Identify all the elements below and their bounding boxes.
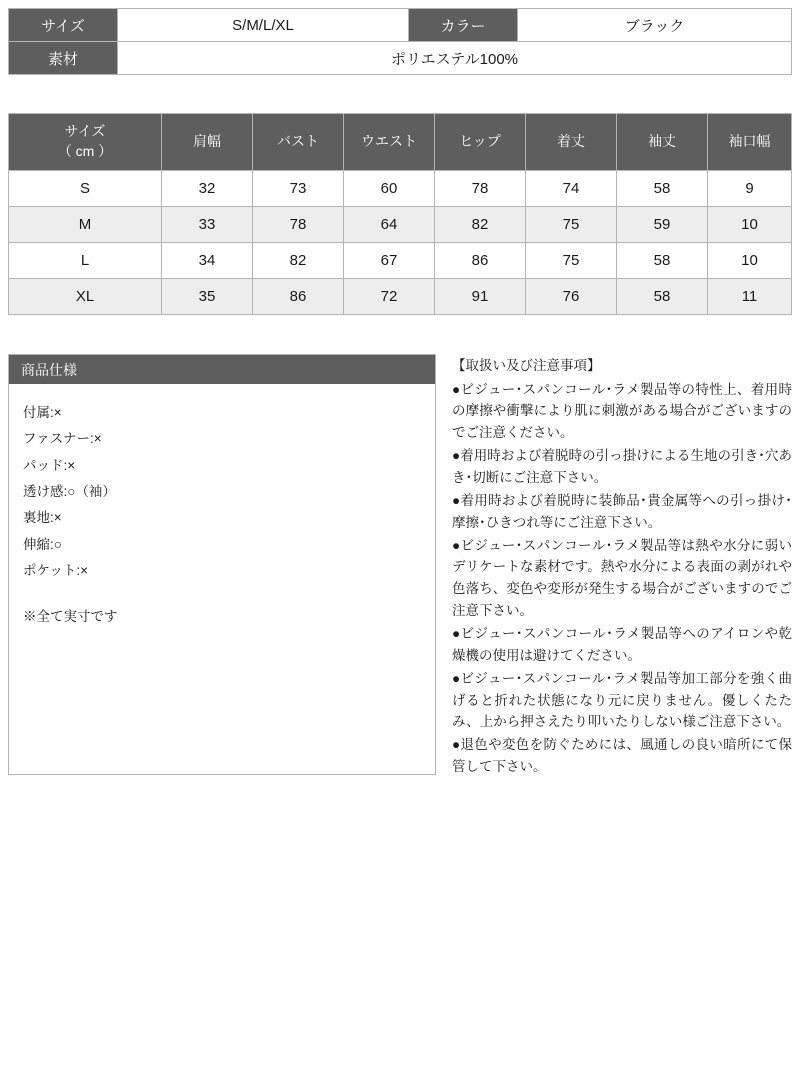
size-row-label: M (9, 207, 162, 243)
size-chart-header-size (9, 114, 162, 171)
table-row (9, 279, 792, 315)
size-cell: 58 (617, 243, 708, 279)
basic-spec-table (8, 8, 792, 75)
size-row-label: S (9, 171, 162, 207)
size-cell: 72 (344, 279, 435, 315)
cautions-section (436, 355, 792, 779)
list-item: 透け感:○（袖） (23, 483, 116, 499)
caution-item: ●退色や変色を防ぐためには、風通しの良い暗所にて保管して下さい。 (452, 737, 792, 775)
size-cell: 58 (617, 171, 708, 207)
size-cell: 59 (617, 207, 708, 243)
size-row-label: L (9, 243, 162, 279)
size-chart-header-shoulder: 肩幅 (162, 114, 253, 171)
size-chart-header-length: 着丈 (526, 114, 617, 171)
size-cell: 75 (526, 243, 617, 279)
lower-section (8, 355, 792, 779)
size-chart-header-cuff: 袖口幅 (708, 114, 792, 171)
spec-value-material: ポリエステル100% (118, 42, 792, 75)
caution-item: ●ビジュー･スパンコール･ラメ製品等は熱や水分に弱いデリケートな素材です。熱や水分による表面の剥がれや色落ち、変色や変形が発生する場合がございますのでご注意下さい。 (452, 537, 792, 619)
table-row (9, 171, 792, 207)
size-chart-header-waist: ウエスト (344, 114, 435, 171)
size-cell: 58 (617, 279, 708, 315)
size-cell: 75 (526, 207, 617, 243)
size-cell: 10 (708, 207, 792, 243)
size-cell: 76 (526, 279, 617, 315)
table-row (9, 9, 792, 42)
size-cell: 82 (435, 207, 526, 243)
size-cell: 78 (253, 207, 344, 243)
size-chart-header-hip: ヒップ (435, 114, 526, 171)
size-cell: 74 (526, 171, 617, 207)
size-cell: 35 (162, 279, 253, 315)
size-chart-header-sleeve: 袖丈 (617, 114, 708, 171)
caution-item: ●ビジュー･スパンコール･ラメ製品等の特性上、着用時の摩擦や衝撃により肌に刺激がある場合がございますのでご注意ください。 (452, 381, 792, 441)
table-row (9, 207, 792, 243)
list-item: 付属:× (23, 405, 62, 420)
size-header-unit: （ cm ） (57, 143, 113, 159)
size-cell: 60 (344, 171, 435, 207)
list-item: 伸縮:○ (23, 536, 62, 552)
size-cell: 10 (708, 243, 792, 279)
size-cell: 86 (435, 243, 526, 279)
size-cell: 11 (708, 279, 792, 315)
product-spec-title: 商品仕様 (8, 354, 436, 384)
size-chart-section (8, 113, 792, 315)
size-cell: 9 (708, 171, 792, 207)
size-cell: 86 (253, 279, 344, 315)
cautions-title: 【取扱い及び注意事項】 (452, 358, 601, 373)
spec-label-size: サイズ (9, 9, 118, 42)
product-spec-note: ※全て実寸です (23, 609, 118, 625)
list-item: 裏地:× (23, 510, 62, 526)
size-cell: 91 (435, 279, 526, 315)
product-spec-box (8, 355, 436, 775)
spec-value-color: ブラック (518, 9, 792, 42)
spec-label-color: カラー (409, 9, 518, 42)
table-header-row (9, 114, 792, 171)
size-chart-table (8, 113, 792, 315)
caution-item: ●着用時および着脱時に装飾品･貴金属等への引っ掛け･摩擦･ひきつれ等にご注意下さい。 (452, 492, 792, 530)
list-item: ポケット:× (23, 562, 88, 578)
size-cell: 78 (435, 171, 526, 207)
size-cell: 67 (344, 243, 435, 279)
size-cell: 73 (253, 171, 344, 207)
list-item: パッド:× (23, 457, 76, 473)
size-header-main: サイズ (64, 123, 106, 140)
caution-item: ●ビジュー･スパンコール･ラメ製品等加工部分を強く曲げると折れた状態になり元に戻りません。優しくたたみ、上から押さえたり叩いたりしない様ご注意下さい。 (452, 670, 792, 730)
product-spec-list (9, 384, 435, 584)
list-item: ファスナー:× (23, 431, 102, 447)
caution-item: ●ビジュー･スパンコール･ラメ製品等へのアイロンや乾燥機の使用は避けてください。 (452, 626, 792, 663)
size-cell: 34 (162, 243, 253, 279)
spec-value-size: S/M/L/XL (118, 9, 409, 42)
spec-label-material: 素材 (9, 42, 118, 75)
table-row (9, 243, 792, 279)
size-cell: 82 (253, 243, 344, 279)
caution-item: ●着用時および着脱時の引っ掛けによる生地の引き･穴あき･切断にご注意下さい。 (452, 448, 792, 486)
table-row (9, 42, 792, 75)
size-row-label: XL (9, 279, 162, 315)
size-cell: 33 (162, 207, 253, 243)
size-chart-header-bust: バスト (253, 114, 344, 171)
size-cell: 32 (162, 171, 253, 207)
size-cell: 64 (344, 207, 435, 243)
